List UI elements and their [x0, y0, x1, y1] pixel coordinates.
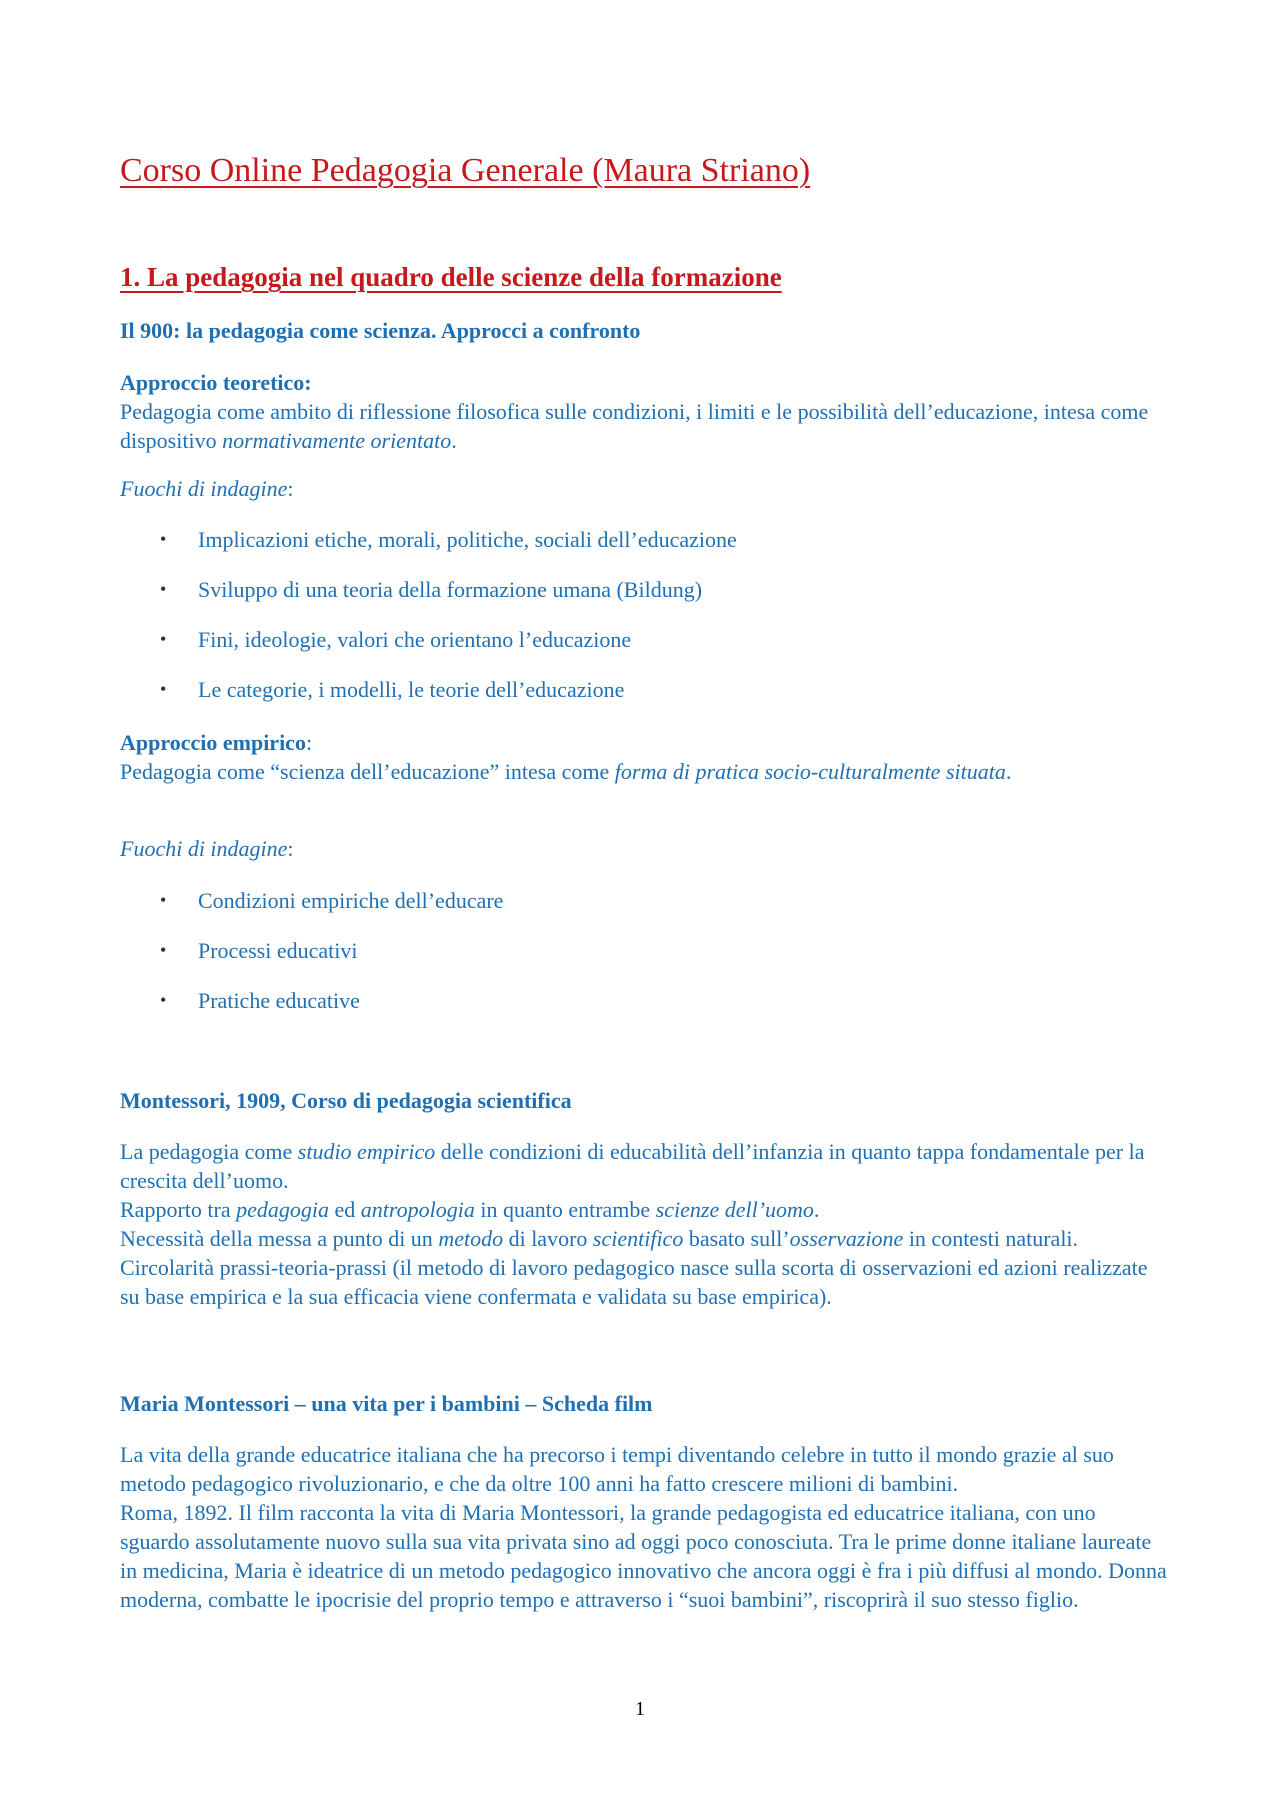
text-run-italic: metodo	[438, 1226, 504, 1251]
empirical-foci-list	[160, 886, 1060, 1036]
text-run: in contesti naturali.	[903, 1226, 1079, 1251]
text-run: Necessità della messa a punto di un	[120, 1226, 439, 1251]
empirical-label-colon: :	[305, 730, 313, 755]
foci-label-text: Fuochi di indagine	[120, 836, 288, 861]
empirical-text-italic: forma di pratica socio-culturalmente situata	[614, 759, 1006, 784]
theoretical-text: Pedagogia come ambito di riflessione filosofica sulle condizioni, i limiti e le possibilità dell’educazione, intesa come dispositivo	[120, 399, 1149, 453]
text-run: in quanto entrambe	[474, 1197, 656, 1222]
theoretical-foci-list	[160, 525, 1060, 725]
theoretical-approach-label: Approccio teoretico:	[120, 370, 312, 395]
theoretical-text-italic: normativamente orientato	[222, 428, 452, 453]
list-item: • Sviluppo di una teoria della formazione umana (Bildung)	[160, 575, 1060, 625]
list-item: • Condizioni empiriche dell’educare	[160, 886, 1060, 936]
text-run-italic: antropologia	[360, 1197, 475, 1222]
montessori-paragraph	[120, 1137, 1170, 1311]
text-run-italic: scienze dell’uomo	[655, 1197, 814, 1222]
text-run: ed	[328, 1197, 361, 1222]
foci-label-text: Fuochi di indagine	[120, 476, 288, 501]
page-number: 1	[635, 1698, 645, 1720]
list-item: • Le categorie, i modelli, le teorie dell’educazione	[160, 675, 1060, 725]
montessori-heading: Montessori, 1909, Corso di pedagogia scientifica	[120, 1088, 572, 1113]
list-item: • Fini, ideologie, valori che orientano l’educazione	[160, 625, 1060, 675]
foci-label-colon: :	[287, 836, 294, 861]
empirical-approach-paragraph	[120, 728, 1170, 786]
theoretical-text-end: .	[451, 428, 457, 453]
sub-heading: Il 900: la pedagogia come scienza. Approcci a confronto	[120, 318, 641, 343]
foci-label-colon: :	[287, 476, 294, 501]
film-text-1: La vita della grande educatrice italiana che ha precorso i tempi diventando celebre in tutto il mondo grazie al suo metodo pedagogico rivoluzionario, e che da oltre 100 anni ha fatto crescere milioni di bambini.	[120, 1442, 1114, 1496]
foci-label-1	[120, 474, 1170, 503]
film-heading: Maria Montessori – una vita per i bambini – Scheda film	[120, 1391, 653, 1416]
empirical-approach-label: Approccio empirico	[120, 730, 306, 755]
section-heading: 1. La pedagogia nel quadro delle scienze della formazione	[120, 262, 782, 292]
list-item: • Implicazioni etiche, morali, politiche, sociali dell’educazione	[160, 525, 1060, 575]
film-text-2: Roma, 1892. Il film racconta la vita di Maria Montessori, la grande pedagogista ed educatrice italiana, con uno sguardo assolutamente nuovo sulla sua vita privata sino ad oggi poco conosciuta. Tra le prime donne italiane laureate in medicina, Maria è ideatrice di un metodo pedagogico innovativo che ancora oggi è fra i più diffusi al mondo. Donna moderna, combatte le ipocrisie del proprio tempo e attraverso i “suoi bambini”, riscoprirà il suo stesso figlio.	[120, 1500, 1167, 1612]
text-run: La pedagogia come	[120, 1139, 298, 1164]
text-run: Rapporto tra	[120, 1197, 237, 1222]
list-item: • Processi educativi	[160, 936, 1060, 986]
document-title: Corso Online Pedagogia Generale (Maura Striano)	[120, 152, 811, 189]
foci-label-2	[120, 834, 1170, 863]
text-run: .	[813, 1197, 820, 1222]
film-paragraph	[120, 1440, 1170, 1614]
text-run-italic: scientifico	[592, 1226, 684, 1251]
text-run-italic: studio empirico	[297, 1139, 436, 1164]
text-run: di lavoro	[503, 1226, 593, 1251]
text-run-italic: osservazione	[789, 1226, 904, 1251]
text-run: delle condizioni di educabilità dell’infanzia in quanto tappa fondamentale per la crescita dell’uomo.	[120, 1139, 1145, 1193]
empirical-text: Pedagogia come “scienza dell’educazione” intesa come	[120, 759, 615, 784]
theoretical-approach-paragraph	[120, 368, 1170, 455]
text-run: basato sull’	[683, 1226, 790, 1251]
list-item: • Pratiche educative	[160, 986, 1060, 1036]
empirical-text-end: .	[1005, 759, 1012, 784]
text-run: Circolarità prassi-teoria-prassi (il metodo di lavoro pedagogico nasce sulla scorta di osservazioni ed azioni realizzate su base empirica e la sua efficacia viene confermata e validata su base empirica).	[120, 1255, 1148, 1309]
text-run-italic: pedagogia	[236, 1197, 329, 1222]
